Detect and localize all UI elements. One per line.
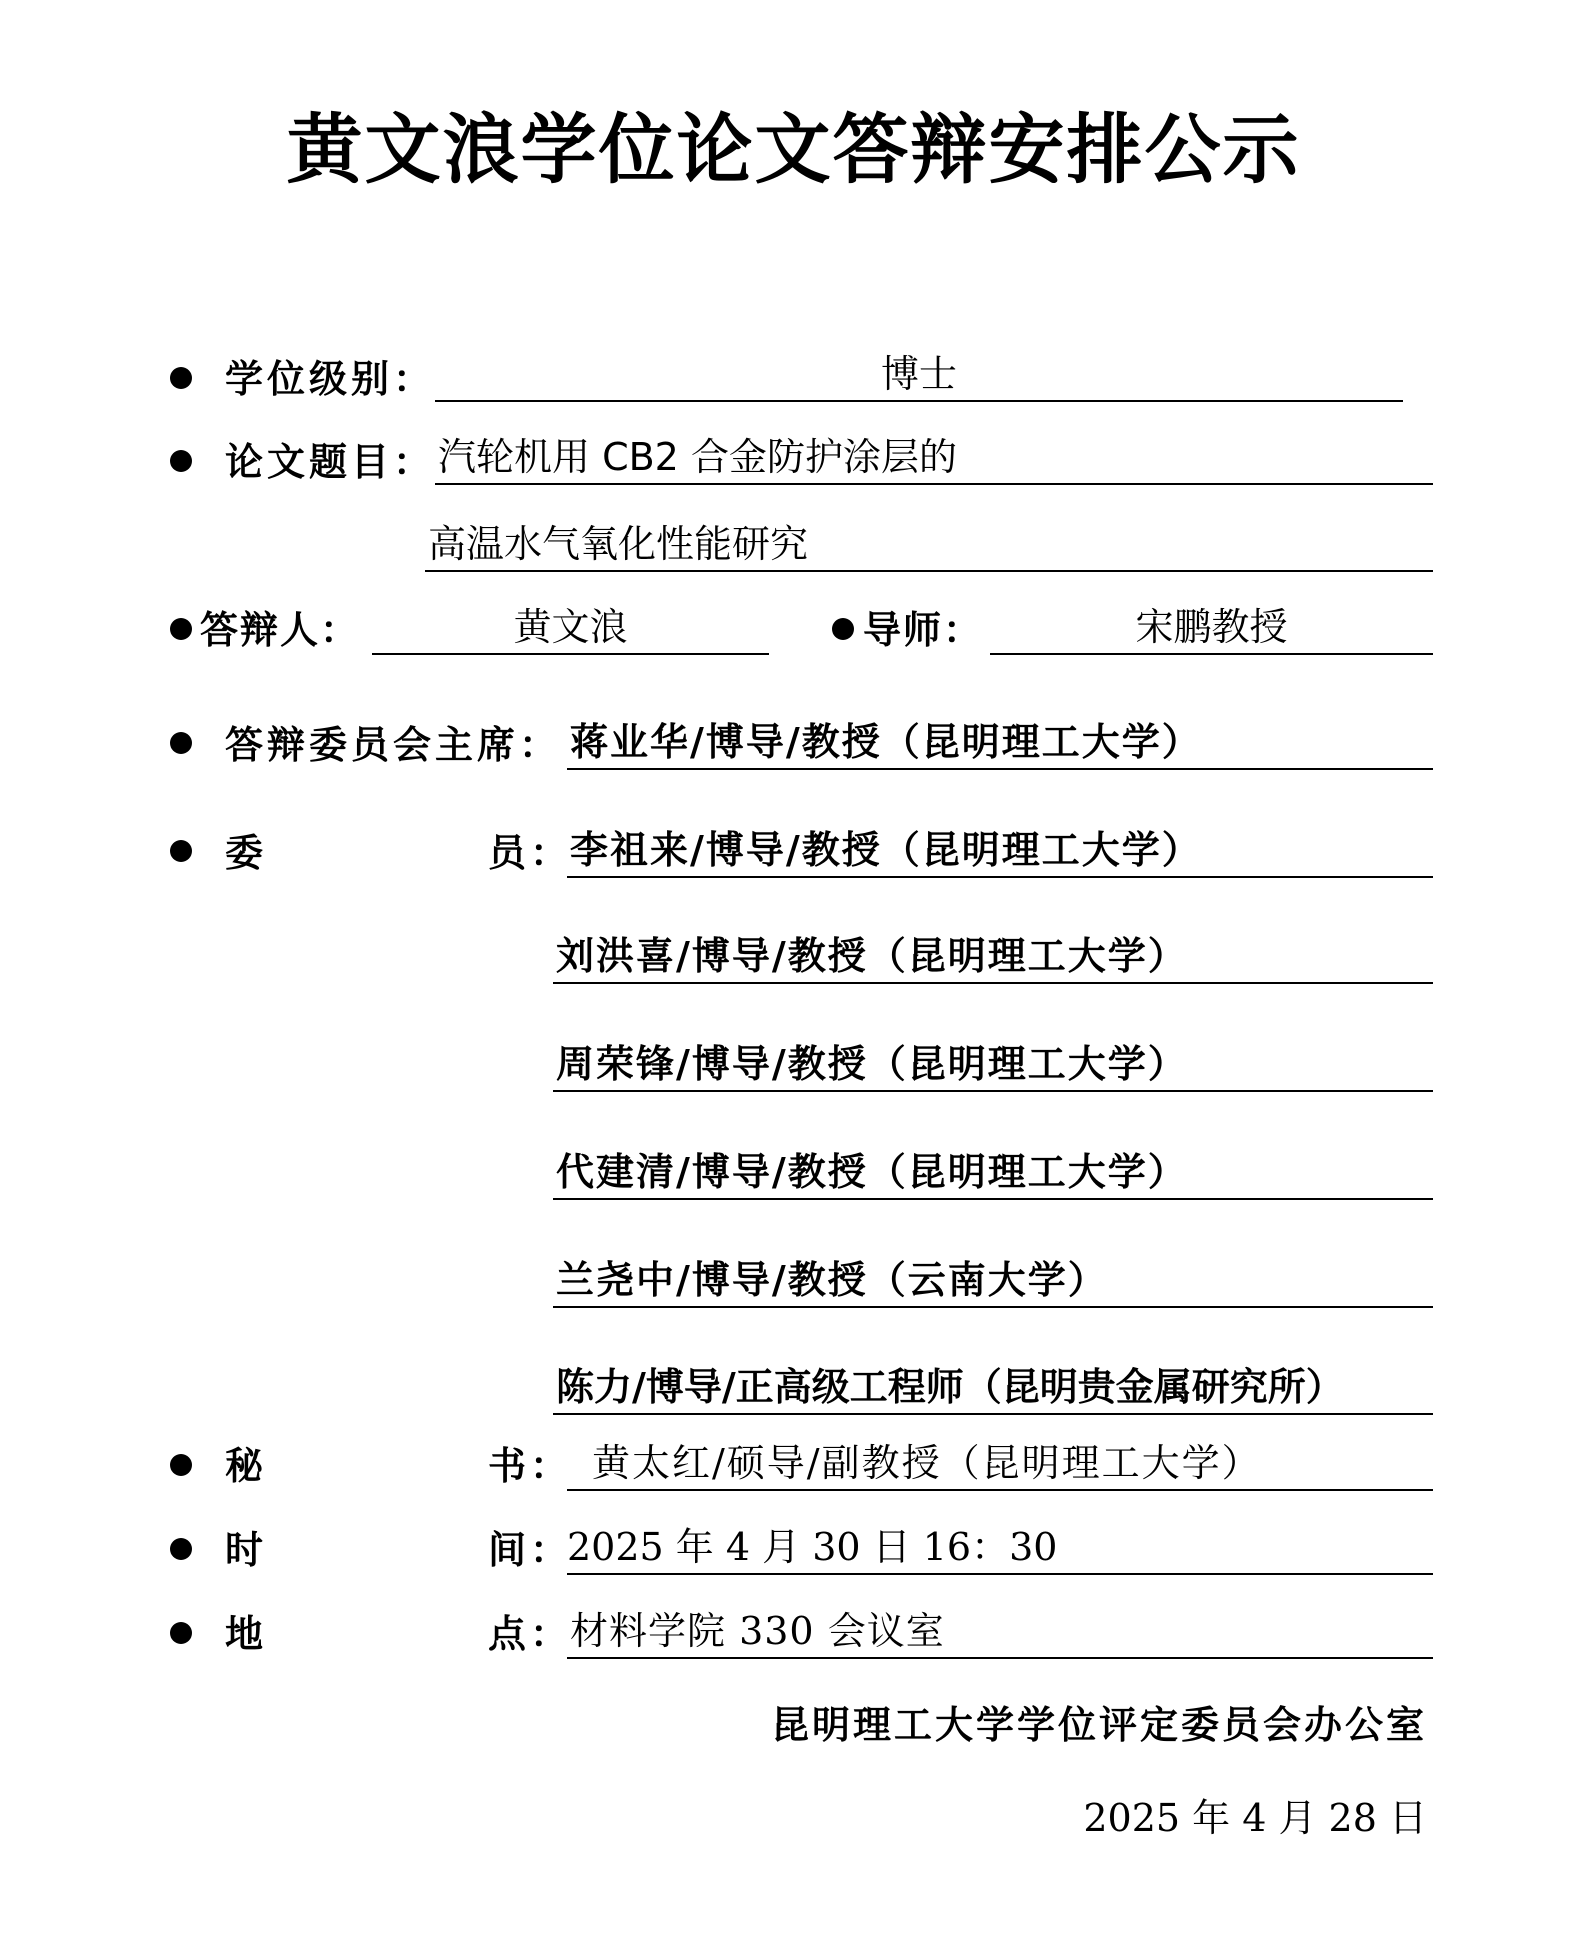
- bullet-chair: [170, 732, 192, 754]
- time-label-b: 间：: [488, 1527, 573, 1572]
- member-field-5: [553, 1256, 1433, 1308]
- page-title: 黄文浪学位论文答辩安排公示: [286, 105, 1301, 194]
- bullet-place: [170, 1622, 192, 1644]
- place-label-b: 点：: [488, 1611, 573, 1656]
- thesis-field-line2: [425, 520, 1433, 572]
- defender-field: [372, 603, 769, 655]
- time-field: [567, 1523, 1433, 1575]
- thesis-label: 论文题目：: [225, 439, 436, 484]
- member-3: 周荣锋/博导/教授（昆明理工大学）: [556, 1041, 1188, 1086]
- time-label-a: 时: [225, 1527, 268, 1572]
- time-value: 2025 年 4 月 30 日 16：30: [567, 1525, 1058, 1569]
- issue-date: 2025 年 4 月 28 日: [1083, 1796, 1427, 1840]
- chair-value: 蒋业华/博导/教授（昆明理工大学）: [570, 719, 1202, 764]
- secretary-value: 黄太红/硕导/副教授（昆明理工大学）: [592, 1441, 1262, 1485]
- bullet-thesis: [170, 450, 192, 472]
- member-field-4: [553, 1148, 1433, 1200]
- advisor-value: 宋鹏教授: [1135, 605, 1288, 649]
- bullet-secretary: [170, 1454, 192, 1476]
- advisor-label: 导师：: [863, 607, 984, 652]
- chair-field: [567, 718, 1433, 770]
- bullet-advisor: [832, 618, 854, 640]
- member-6: 陈力/博导/正高级工程师（昆明贵金属研究所）: [556, 1364, 1344, 1409]
- member-field-1: [567, 826, 1433, 878]
- degree-value: 博士: [880, 352, 957, 396]
- thesis-title-line1: 汽轮机用 CB2 合金防护涂层的: [438, 435, 957, 479]
- thesis-field-line1: [435, 433, 1433, 485]
- place-value: 材料学院 330 会议室: [570, 1609, 945, 1653]
- members-label-a: 委: [225, 830, 268, 875]
- degree-label: 学位级别：: [225, 356, 436, 401]
- issuing-office: 昆明理工大学学位评定委员会办公室: [770, 1702, 1427, 1747]
- bullet-time: [170, 1538, 192, 1560]
- member-field-3: [553, 1040, 1433, 1092]
- degree-field: [435, 350, 1403, 402]
- place-field: [567, 1607, 1433, 1659]
- bullet-degree: [170, 367, 192, 389]
- bullet-members: [170, 840, 192, 862]
- advisor-field: [990, 603, 1433, 655]
- member-4: 代建清/博导/教授（昆明理工大学）: [556, 1149, 1188, 1194]
- thesis-title-line2: 高温水气氧化性能研究: [428, 522, 809, 566]
- secretary-label-b: 书：: [488, 1443, 573, 1488]
- member-2: 刘洪喜/博导/教授（昆明理工大学）: [556, 933, 1188, 978]
- member-1: 李祖来/博导/教授（昆明理工大学）: [570, 827, 1202, 872]
- secretary-field: [567, 1439, 1433, 1491]
- members-label-b: 员：: [488, 830, 573, 875]
- defender-value: 黄文浪: [513, 605, 628, 649]
- member-5: 兰尧中/博导/教授（云南大学）: [556, 1257, 1108, 1302]
- member-field-2: [553, 932, 1433, 984]
- chair-label: 答辩委员会主席：: [225, 722, 562, 767]
- bullet-defender: [170, 618, 192, 640]
- secretary-label-a: 秘: [225, 1443, 268, 1488]
- defender-label: 答辩人：: [200, 607, 361, 652]
- member-field-6: [553, 1363, 1433, 1415]
- place-label-a: 地: [225, 1611, 268, 1656]
